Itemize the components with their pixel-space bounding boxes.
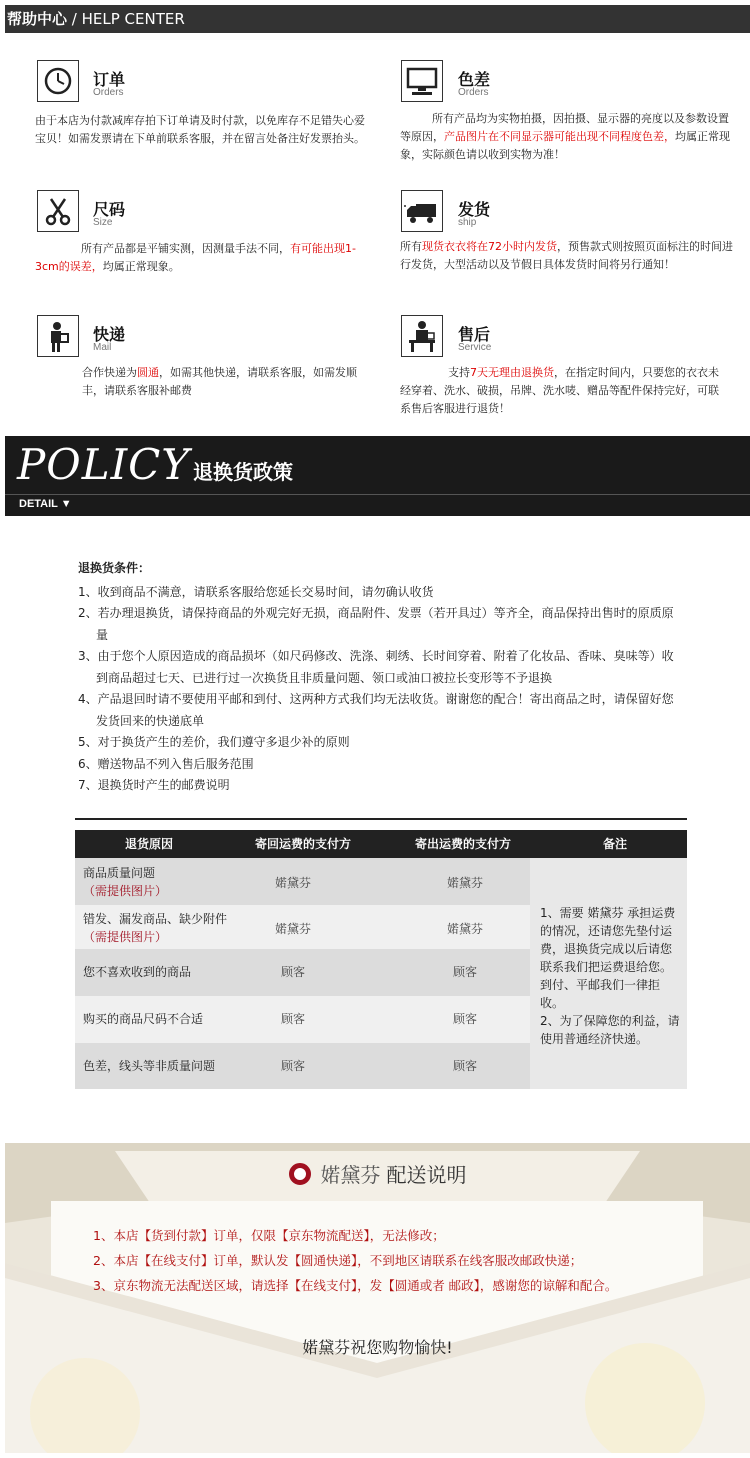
color-sub: Orders xyxy=(458,87,489,98)
header-title-cn: 帮助中心 xyxy=(7,10,68,28)
conditions-title: 退换货条件： xyxy=(78,561,151,575)
row-reason: 错发、漏发商品、缺少附件 （需提供图片） xyxy=(83,912,228,944)
size-desc xyxy=(35,240,370,276)
highlight-text: 有可能出现1-3cm的误差， xyxy=(35,242,356,273)
condition-row: 5、对于换货产生的差价，我们遵守多退少补的原则 xyxy=(78,735,350,749)
table-top-line xyxy=(75,818,687,820)
row-send-fee: 顾客 xyxy=(452,1059,477,1073)
truck-icon xyxy=(401,190,443,232)
desc-text: 所有产品都是平铺实测，因测量手法不同， xyxy=(81,242,290,255)
service-title: 售后 xyxy=(458,325,491,344)
delivery-notes xyxy=(93,1223,693,1298)
condition-row: 4、产品退回时请不要使用平邮和到付、这两种方式我们均无法收货。谢谢您的配合！寄出商品之时，请保留好您发货回来的快递底单 xyxy=(78,692,674,728)
desc-text: 所有产品均为实物拍摄，因拍摄、显示器的亮度以及参数设置等原因， xyxy=(400,112,729,143)
condition-row: 1、收到商品不满意，请联系客服给您延长交易时间，请勿确认收货 xyxy=(78,584,434,599)
return-conditions xyxy=(78,558,678,797)
service-icon xyxy=(401,315,443,357)
policy-title-cn: 退换货政策 xyxy=(193,460,293,484)
condition-row: 2、若办理退换货，请保持商品的外观完好无损，商品附件、发票（若开具过）等齐全，商品保持出售时的原质原量 xyxy=(78,606,674,642)
policy-banner xyxy=(5,436,750,516)
row-send-fee: 顾客 xyxy=(452,1012,477,1026)
delivery-brand: 婼黛芬 xyxy=(320,1163,381,1187)
delivery-wish: 婼黛芬祝您购物愉快! xyxy=(302,1338,453,1357)
th-reason: 退货原因 xyxy=(75,830,223,858)
header-sep: / xyxy=(67,10,82,28)
desc-text: 均属正常现象，实际颜色请以收到实物为准！ xyxy=(400,130,730,161)
desc-text: 支持 xyxy=(448,366,470,379)
th-return-fee: 寄回运费的支付方 xyxy=(223,830,383,858)
row-reason: 您不喜欢收到的商品 xyxy=(83,965,192,979)
condition-row: 6、赠送物品不列入售后服务范围 xyxy=(78,756,254,771)
desc-text: 所有 xyxy=(400,240,422,253)
table-row xyxy=(75,905,530,949)
service-sub: Service xyxy=(458,342,492,353)
ring-icon xyxy=(289,1163,311,1185)
mail-sub: Mail xyxy=(93,342,112,353)
table-row xyxy=(75,858,530,905)
delivery-title xyxy=(5,1159,750,1188)
desc-text: 均属正常现象。 xyxy=(102,260,180,273)
help-center-header xyxy=(5,5,750,33)
mail-desc xyxy=(82,364,367,400)
delivery-line: 3、京东物流无法配送区域，请选择【在线支付】，发【圆通或者 邮政】，感谢您的谅解和配合。 xyxy=(93,1278,618,1293)
policy-title-en: POLICY xyxy=(17,440,191,489)
row-reason: 购买的商品尺码不合适 xyxy=(83,1012,204,1026)
th-note: 备注 xyxy=(543,830,687,858)
row-return-fee: 顾客 xyxy=(280,1012,305,1026)
desc-text: 合作快递为 xyxy=(82,366,137,379)
ship-desc xyxy=(400,238,735,274)
row-return-fee: 顾客 xyxy=(280,965,305,979)
orders-title: 订单 xyxy=(93,70,126,89)
ship-title: 发货 xyxy=(458,200,491,219)
ship-sub: ship xyxy=(458,217,477,228)
table-row xyxy=(75,949,530,996)
detail-label: DETAIL ▼ xyxy=(19,498,72,510)
mail-title: 快递 xyxy=(93,325,126,344)
scissors-icon xyxy=(37,190,79,232)
th-send-fee: 寄出运费的支付方 xyxy=(383,830,543,858)
row-send-fee: 顾客 xyxy=(452,965,477,979)
desc-text: 由于本店为付款减库存拍下订单请及时付款，以免库存不足错失心爱宝贝！如需发票请在下单前联系客服，并在留言处备注好发票抬头。 xyxy=(35,114,365,145)
header-title-en: HELP CENTER xyxy=(81,10,185,28)
delivery-envelope xyxy=(5,1143,750,1453)
highlight-text: 产品图片在不同显示器可能出现不同程度色差， xyxy=(444,130,675,143)
delivery-line: 2、本店【在线支付】订单，默认发【圆通快递】，不到地区请联系在线客服改邮政快递； xyxy=(93,1253,583,1268)
condition-row: 3、由于您个人原因造成的商品损坏（如尺码修改、洗涤、刺绣、长时间穿着、附着了化妆品、香味、臭味等）收到商品超过七天、已进行过一次换货且非质量问题、领口或油口被拉长变形等不予退换 xyxy=(78,649,674,685)
desc-text: ，如需其他快递，请联系客服，如需发顺丰，请联系客服补邮费 xyxy=(82,366,357,397)
condition-row: 7、退换货时产生的邮费说明 xyxy=(78,778,230,792)
orders-desc xyxy=(35,112,365,148)
highlight-text: 圆通 xyxy=(137,366,159,379)
monitor-icon xyxy=(401,60,443,102)
row-return-fee: 婼黛芬 xyxy=(274,922,311,936)
size-sub: Size xyxy=(93,217,113,228)
desc-text: ，预售款式则按照页面标注的时间进行发货，大型活动以及节假日具体发货时间将另行通知！ xyxy=(400,240,733,271)
delivery-title-text: 配送说明 xyxy=(386,1163,467,1187)
policy-divider xyxy=(5,494,750,495)
row-reason: 色差，线头等非质量问题 xyxy=(83,1059,216,1073)
color-title: 色差 xyxy=(458,70,491,89)
delivery-line: 1、本店【货到付款】订单，仅限【京东物流配送】，无法修改； xyxy=(93,1228,445,1243)
size-title: 尺码 xyxy=(93,200,126,219)
service-desc xyxy=(400,364,722,418)
table-row xyxy=(75,1043,530,1089)
highlight-text: 现货衣衣将在72小时内发货 xyxy=(422,240,557,253)
row-send-fee: 婼黛芬 xyxy=(446,922,483,936)
desc-text: ，在指定时间内，只要您的衣衣未经穿着、洗水、破损，吊牌、洗水唛、赠品等配件保持完好，可联系售后客服进行退货！ xyxy=(400,366,719,415)
row-send-fee: 婼黛芬 xyxy=(446,876,483,890)
courier-icon xyxy=(37,315,79,357)
table-note: 1、需要 婼黛芬 承担运费的情况，还请您先垫付运费，退换货完成以后请您联系我们把运费退给您。到付、平邮我们一律拒收。 2、为了保障您的利益，请使用普通经济快递。 xyxy=(530,858,687,1089)
row-reason: 商品质量问题 （需提供图片） xyxy=(83,866,168,898)
clock-icon xyxy=(37,60,79,102)
color-desc xyxy=(400,110,730,164)
orders-sub: Orders xyxy=(93,87,124,98)
highlight-text: 7天无理由退换货 xyxy=(470,366,554,379)
table-row xyxy=(75,996,530,1043)
row-return-fee: 婼黛芬 xyxy=(274,876,311,890)
row-return-fee: 顾客 xyxy=(280,1059,305,1073)
envelope-graphic xyxy=(5,1143,750,1453)
